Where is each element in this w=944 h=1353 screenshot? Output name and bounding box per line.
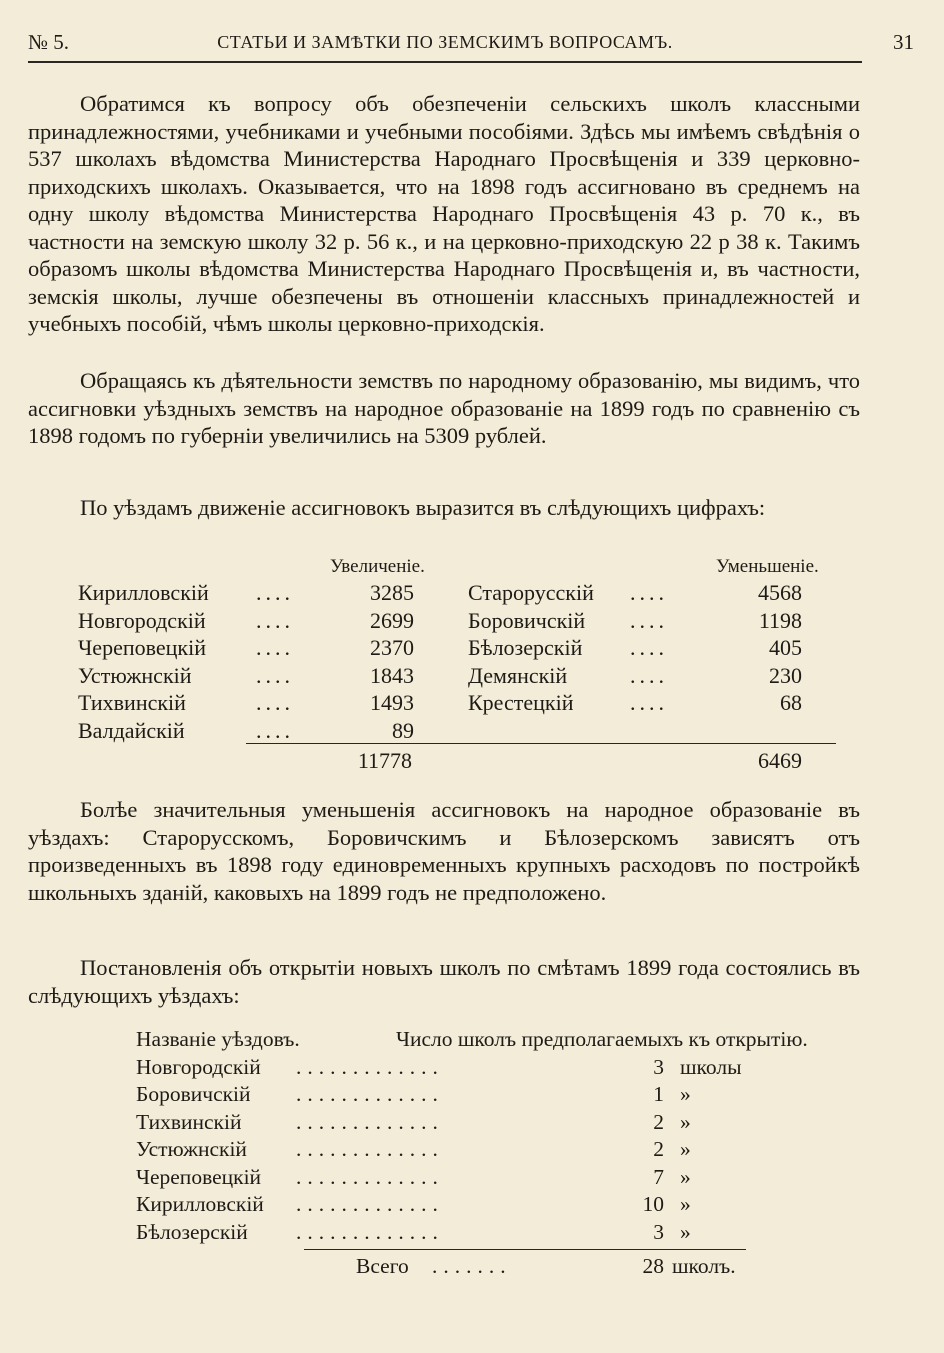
- appropriation-value: 2370: [370, 635, 414, 660]
- school-unit: школы: [680, 1054, 742, 1079]
- leader-dots: ....: [256, 635, 294, 660]
- appropriation-value: 1493: [370, 690, 414, 715]
- running-title: СТАТЬИ И ЗАМѢТКИ ПО ЗЕМСКИМЪ ВОПРОСАМЪ.: [217, 32, 673, 52]
- district-name: Тихвинскій: [136, 1109, 242, 1134]
- district-name: Новгородскій: [78, 607, 206, 633]
- district-name: Крестецкій: [468, 690, 574, 715]
- new-schools-table: [136, 1026, 860, 1286]
- appropriation-value: 4568: [758, 580, 802, 605]
- leader-dots: .............: [296, 1164, 444, 1189]
- running-head: [28, 30, 914, 58]
- leader-dots: ....: [256, 690, 294, 715]
- leader-dots: ....: [256, 580, 294, 605]
- district-name: Бѣлозерскій: [468, 635, 583, 660]
- decrease-row: [468, 607, 802, 635]
- leader-dots: .............: [296, 1192, 444, 1216]
- district-name: Череповецкій: [78, 635, 206, 660]
- increase-row: [78, 717, 414, 745]
- decrease-row: [468, 579, 802, 607]
- increase-total: 11778: [357, 748, 412, 773]
- school-count: 7: [653, 1164, 664, 1189]
- school-unit: »: [680, 1219, 691, 1244]
- school-row: [136, 1164, 856, 1192]
- leader-dots: ....: [256, 662, 294, 688]
- paragraph-school-supplies: Обратимся къ вопросу объ обезпеченіи сельскихъ школъ классными принадлежностями, учебниками и учебными пособіями. Здѣсь мы имѣемъ свѣдѣнія о 537 школахъ вѣдомства Министерства Народнаго Просвѣщенія и 339 церковно-приходскихъ школахъ. Оказывается, что на 1898 годъ ассигновано въ среднемъ на одну школу вѣдомства Министерства Народнаго Просвѣщенія 43 р. 70 к., въ частности на земскую школу 32 р. 56 к., и на церковно-приходскую 22 р 38 к. Такимъ образомъ школы вѣдомства Министерства Народнаго Просвѣщенія и, въ частности, земскія школы, лучше обезпечены въ отношеніи классныхъ принадлежностей и учебныхъ пособій, чѣмъ школы церковно-приходскія.: [28, 91, 860, 336]
- increase-row: [78, 607, 414, 635]
- leader-dots: .............: [296, 1219, 444, 1244]
- schools-total-leader-dots: .......: [432, 1254, 512, 1278]
- decrease-row: [468, 689, 802, 717]
- leader-dots: ....: [630, 607, 668, 633]
- paragraph-district-intro: По уѣздамъ движеніе ассигновокъ выразится въ слѣдующихъ цифрахъ:: [80, 495, 766, 520]
- school-count: 1: [653, 1082, 664, 1106]
- school-count: 2: [653, 1137, 664, 1161]
- school-count: 2: [653, 1109, 664, 1134]
- leader-dots: ....: [630, 580, 668, 605]
- school-unit: »: [680, 1109, 691, 1134]
- leader-dots: .............: [296, 1082, 444, 1106]
- increase-row: [78, 662, 414, 690]
- district-name: Боровичскій: [468, 607, 586, 633]
- appropriation-value: 1198: [758, 607, 802, 633]
- appropriation-value: 3285: [370, 580, 414, 605]
- paragraph-new-schools-intro: Постановленія объ открытіи новыхъ школъ по смѣтамъ 1899 года состоялись въ слѣдующихъ уѣздахъ:: [28, 955, 860, 1008]
- appropriation-value: 1843: [370, 662, 414, 688]
- increase-row: [78, 634, 414, 662]
- district-name: Тихвинскій: [78, 690, 186, 715]
- schools-total-rule: [304, 1249, 746, 1250]
- school-row: [136, 1136, 856, 1164]
- appropriation-value: 230: [769, 662, 802, 688]
- schools-total-row: [136, 1253, 860, 1283]
- school-unit: »: [680, 1164, 691, 1189]
- appropriation-value: 2699: [370, 607, 414, 633]
- school-row: [136, 1054, 856, 1082]
- schools-total-label: Всего: [356, 1254, 409, 1278]
- leader-dots: ....: [630, 662, 668, 688]
- school-row: [136, 1109, 856, 1137]
- leader-dots: .............: [296, 1054, 444, 1079]
- school-count: 3: [653, 1219, 664, 1244]
- district-name: Старорусскій: [468, 580, 594, 605]
- leader-dots: ....: [256, 607, 294, 633]
- district-name: Боровичскій: [136, 1082, 251, 1106]
- schools-total-unit: школъ.: [672, 1254, 736, 1278]
- paragraph-decrease-reasons: Болѣе значительныя уменьшенія ассигновокъ на народное образованіе въ уѣздахъ: Старорусскомъ, Боровичскимъ и Бѣлозерскомъ зависятъ отъ произведенныхъ въ 1898 году единовременныхъ крупныхъ расходовъ по постройкѣ школьныхъ зданій, каковыхъ на 1899 годъ не предположено.: [28, 797, 860, 905]
- district-name: Кирилловскій: [136, 1192, 264, 1216]
- header-rule: [28, 61, 862, 63]
- issue-number: № 5.: [28, 30, 70, 54]
- school-unit: »: [680, 1192, 691, 1216]
- leader-dots: .............: [296, 1137, 444, 1161]
- increase-row: [78, 689, 414, 717]
- district-name: Череповецкій: [136, 1164, 262, 1189]
- increase-header: Увеличеніе.: [330, 556, 425, 577]
- appropriation-value: 89: [392, 717, 414, 743]
- district-name: Устюжнскій: [78, 662, 192, 688]
- district-name: Новгородскій: [136, 1054, 261, 1079]
- school-row: [136, 1081, 856, 1109]
- increase-row: [78, 579, 414, 607]
- appropriation-value: 68: [780, 690, 802, 715]
- decrease-total: 6469: [758, 748, 802, 773]
- column-header-school-count: Число школъ предполагаемыхъ къ открытію.: [396, 1027, 808, 1051]
- school-row: [136, 1191, 856, 1219]
- district-name: Устюжнскій: [136, 1137, 247, 1161]
- district-name: Демянскій: [468, 662, 568, 688]
- district-name: Валдайскій: [78, 717, 185, 743]
- decrease-row: [468, 662, 802, 690]
- decrease-row: [468, 634, 802, 662]
- school-row: [136, 1219, 856, 1247]
- leader-dots: .............: [296, 1109, 444, 1134]
- totals-rule: [246, 743, 836, 744]
- page-number: 31: [893, 30, 914, 54]
- paragraph-zemstvo-appropriations: Обращаясь къ дѣятельности земствъ по народному образованію, мы видимъ, что ассигновки уѣздныхъ земствъ на народное образованіе на 1899 годъ по сравненію съ 1898 годомъ по губерніи увеличились на 5309 рублей.: [28, 368, 860, 448]
- column-header-district: Названіе уѣздовъ.: [136, 1027, 300, 1051]
- district-name: Бѣлозерскій: [136, 1219, 248, 1244]
- school-unit: »: [680, 1137, 691, 1161]
- appropriation-value: 405: [769, 635, 802, 660]
- leader-dots: ....: [256, 717, 294, 743]
- decrease-header: Уменьшеніе.: [716, 556, 819, 577]
- school-unit: »: [680, 1082, 691, 1106]
- school-count: 3: [653, 1054, 664, 1079]
- leader-dots: ....: [630, 690, 668, 715]
- leader-dots: ....: [630, 635, 668, 660]
- district-name: Кирилловскій: [78, 580, 209, 605]
- school-count: 10: [642, 1192, 664, 1216]
- schools-total-value: 28: [642, 1254, 664, 1278]
